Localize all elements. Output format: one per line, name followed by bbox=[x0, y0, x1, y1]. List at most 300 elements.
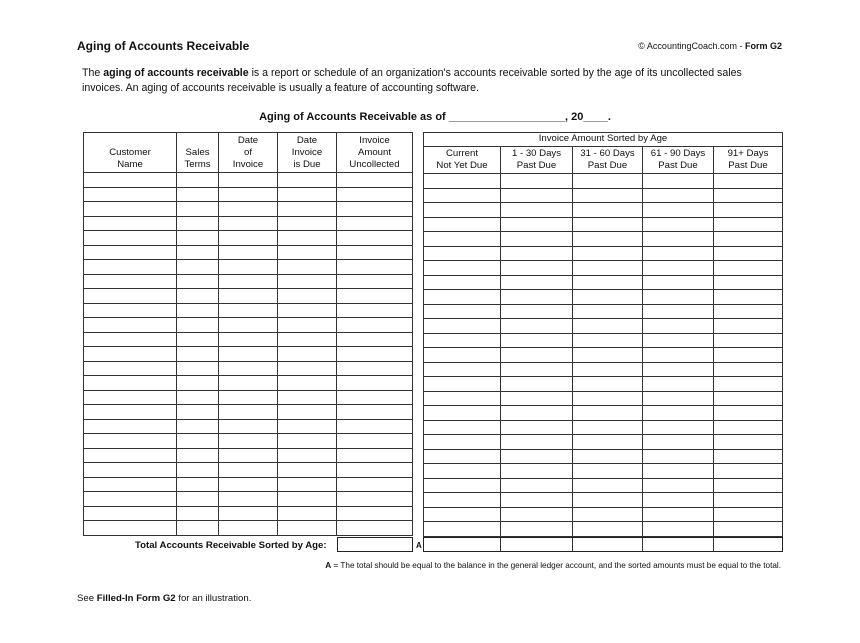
entry-cell[interactable] bbox=[573, 333, 643, 348]
table-row bbox=[84, 506, 413, 521]
entry-cell[interactable] bbox=[424, 261, 501, 276]
entry-cell[interactable] bbox=[177, 434, 219, 449]
entry-cell[interactable] bbox=[337, 463, 413, 478]
entry-cell[interactable] bbox=[573, 319, 643, 334]
entry-cell[interactable] bbox=[643, 275, 714, 290]
entry-cell[interactable] bbox=[424, 420, 501, 435]
entry-cell[interactable] bbox=[278, 434, 337, 449]
entry-cell[interactable] bbox=[501, 420, 573, 435]
entry-cell[interactable] bbox=[714, 174, 783, 189]
entry-cell[interactable] bbox=[177, 332, 219, 347]
entry-cell[interactable] bbox=[177, 405, 219, 420]
entry-cell[interactable] bbox=[714, 420, 783, 435]
entry-cell[interactable] bbox=[714, 507, 783, 522]
entry-cell[interactable] bbox=[573, 261, 643, 276]
entry-cell[interactable] bbox=[177, 303, 219, 318]
entry-cell[interactable] bbox=[177, 492, 219, 507]
entry-cell[interactable] bbox=[219, 405, 278, 420]
entry-cell[interactable] bbox=[573, 420, 643, 435]
entry-cell[interactable] bbox=[424, 391, 501, 406]
entry-cell[interactable] bbox=[219, 492, 278, 507]
entry-cell[interactable] bbox=[424, 290, 501, 305]
table-row bbox=[424, 507, 783, 522]
header-line: 31 - 60 Days bbox=[580, 148, 635, 159]
left-column-header bbox=[177, 133, 219, 173]
entry-cell[interactable] bbox=[424, 522, 501, 537]
entry-cell[interactable] bbox=[337, 318, 413, 333]
entry-cell[interactable] bbox=[501, 493, 573, 508]
entry-cell[interactable] bbox=[424, 348, 501, 363]
entry-cell[interactable] bbox=[219, 332, 278, 347]
entry-cell[interactable] bbox=[501, 449, 573, 464]
footnote bbox=[325, 561, 781, 570]
entry-cell[interactable] bbox=[278, 303, 337, 318]
entry-cell[interactable] bbox=[643, 406, 714, 421]
entry-cell[interactable] bbox=[501, 217, 573, 232]
entry-cell[interactable] bbox=[84, 274, 177, 289]
entry-cell[interactable] bbox=[278, 202, 337, 217]
entry-cell[interactable] bbox=[278, 274, 337, 289]
entry-cell[interactable] bbox=[714, 406, 783, 421]
entry-cell[interactable] bbox=[573, 217, 643, 232]
entry-cell[interactable] bbox=[219, 347, 278, 362]
entry-cell[interactable] bbox=[337, 303, 413, 318]
entry-cell[interactable] bbox=[278, 448, 337, 463]
entry-cell[interactable] bbox=[501, 406, 573, 421]
entry-cell[interactable] bbox=[573, 174, 643, 189]
entry-cell[interactable] bbox=[278, 405, 337, 420]
entry-cell[interactable] bbox=[643, 362, 714, 377]
entry-cell[interactable] bbox=[337, 477, 413, 492]
entry-cell[interactable] bbox=[714, 362, 783, 377]
entry-cell[interactable] bbox=[177, 173, 219, 188]
entry-cell[interactable] bbox=[177, 260, 219, 275]
header-line: Invoice bbox=[291, 147, 323, 158]
entry-cell[interactable] bbox=[573, 464, 643, 479]
entry-cell[interactable] bbox=[219, 390, 278, 405]
entry-cell[interactable] bbox=[573, 362, 643, 377]
entry-cell[interactable] bbox=[714, 232, 783, 247]
entry-cell[interactable] bbox=[643, 290, 714, 305]
entry-cell[interactable] bbox=[573, 493, 643, 508]
entry-cell[interactable] bbox=[177, 521, 219, 536]
entry-cell[interactable] bbox=[424, 275, 501, 290]
total-marker: A bbox=[416, 541, 422, 550]
entry-cell[interactable] bbox=[219, 216, 278, 231]
table-row bbox=[84, 405, 413, 420]
entry-cell[interactable] bbox=[501, 261, 573, 276]
entry-cell[interactable] bbox=[643, 377, 714, 392]
entry-cell[interactable] bbox=[337, 419, 413, 434]
entry-cell[interactable] bbox=[424, 333, 501, 348]
entry-cell[interactable] bbox=[714, 377, 783, 392]
table-row bbox=[84, 477, 413, 492]
entry-cell[interactable] bbox=[501, 391, 573, 406]
table-row bbox=[84, 347, 413, 362]
entry-cell[interactable] bbox=[84, 521, 177, 536]
entry-cell[interactable] bbox=[337, 376, 413, 391]
entry-cell[interactable] bbox=[177, 274, 219, 289]
aging-column-header bbox=[714, 147, 783, 174]
entry-cell[interactable] bbox=[219, 202, 278, 217]
entry-cell[interactable] bbox=[84, 390, 177, 405]
table-row bbox=[84, 376, 413, 391]
entry-cell[interactable] bbox=[84, 173, 177, 188]
entry-cell[interactable] bbox=[278, 477, 337, 492]
entry-cell[interactable] bbox=[278, 332, 337, 347]
header-line: Past Due bbox=[728, 160, 768, 171]
entry-cell[interactable] bbox=[177, 463, 219, 478]
entry-cell[interactable] bbox=[643, 217, 714, 232]
entry-cell[interactable] bbox=[714, 333, 783, 348]
entry-cell[interactable] bbox=[714, 449, 783, 464]
entry-cell[interactable] bbox=[501, 304, 573, 319]
entry-cell[interactable] bbox=[177, 390, 219, 405]
header-line: Past Due bbox=[587, 160, 628, 171]
entry-cell[interactable] bbox=[643, 333, 714, 348]
entry-cell[interactable] bbox=[337, 216, 413, 231]
entry-cell[interactable] bbox=[501, 232, 573, 247]
table-row bbox=[84, 448, 413, 463]
table-row bbox=[424, 348, 783, 363]
entry-cell[interactable] bbox=[424, 203, 501, 218]
entry-cell[interactable] bbox=[278, 506, 337, 521]
entry-cell[interactable] bbox=[177, 202, 219, 217]
entry-cell[interactable] bbox=[278, 376, 337, 391]
entry-cell[interactable] bbox=[714, 435, 783, 450]
entry-cell[interactable] bbox=[501, 435, 573, 450]
entry-cell[interactable] bbox=[714, 261, 783, 276]
entry-cell[interactable] bbox=[337, 187, 413, 202]
entry-cell[interactable] bbox=[219, 361, 278, 376]
table-row bbox=[84, 361, 413, 376]
table-row bbox=[84, 492, 413, 507]
entry-cell[interactable] bbox=[177, 187, 219, 202]
entry-cell[interactable] bbox=[337, 245, 413, 260]
entry-cell[interactable] bbox=[573, 203, 643, 218]
entry-cell[interactable] bbox=[501, 319, 573, 334]
entry-cell[interactable] bbox=[84, 332, 177, 347]
entry-cell[interactable] bbox=[573, 507, 643, 522]
entry-cell[interactable] bbox=[573, 290, 643, 305]
entry-cell[interactable] bbox=[84, 376, 177, 391]
entry-cell[interactable] bbox=[501, 522, 573, 537]
entry-cell[interactable] bbox=[424, 217, 501, 232]
entry-cell[interactable] bbox=[84, 318, 177, 333]
aging-column-header bbox=[573, 147, 643, 174]
entry-cell[interactable] bbox=[573, 478, 643, 493]
entry-cell[interactable] bbox=[573, 406, 643, 421]
entry-cell[interactable] bbox=[714, 478, 783, 493]
entry-cell[interactable] bbox=[84, 260, 177, 275]
entry-cell[interactable] bbox=[84, 419, 177, 434]
entry-cell[interactable] bbox=[177, 448, 219, 463]
entry-cell[interactable] bbox=[84, 187, 177, 202]
entry-cell[interactable] bbox=[424, 188, 501, 203]
entry-cell[interactable] bbox=[177, 231, 219, 246]
entry-cell[interactable] bbox=[501, 275, 573, 290]
entry-cell[interactable] bbox=[337, 289, 413, 304]
entry-cell[interactable] bbox=[643, 507, 714, 522]
entry-cell[interactable] bbox=[278, 492, 337, 507]
entry-cell[interactable] bbox=[501, 464, 573, 479]
entry-cell[interactable] bbox=[643, 174, 714, 189]
entry-cell[interactable] bbox=[714, 391, 783, 406]
entry-cell[interactable] bbox=[337, 434, 413, 449]
entry-cell[interactable] bbox=[714, 275, 783, 290]
entry-cell[interactable] bbox=[278, 216, 337, 231]
entry-cell[interactable] bbox=[424, 493, 501, 508]
entry-cell[interactable] bbox=[501, 246, 573, 261]
header-line: Not Yet Due bbox=[436, 160, 488, 171]
entry-cell[interactable] bbox=[573, 246, 643, 261]
entry-cell[interactable] bbox=[219, 477, 278, 492]
entry-cell[interactable] bbox=[84, 405, 177, 420]
table-row bbox=[424, 449, 783, 464]
entry-cell[interactable] bbox=[501, 348, 573, 363]
header-line: 61 - 90 Days bbox=[650, 148, 706, 159]
entry-cell[interactable] bbox=[219, 173, 278, 188]
entry-cell[interactable] bbox=[573, 188, 643, 203]
entry-cell[interactable] bbox=[643, 493, 714, 508]
table-row bbox=[424, 420, 783, 435]
entry-cell[interactable] bbox=[714, 464, 783, 479]
entry-cell[interactable] bbox=[219, 260, 278, 275]
entry-cell[interactable] bbox=[177, 347, 219, 362]
left-column-header bbox=[84, 133, 177, 173]
entry-cell[interactable] bbox=[337, 274, 413, 289]
entry-cell[interactable] bbox=[643, 449, 714, 464]
entry-cell[interactable] bbox=[177, 318, 219, 333]
aging-column-header bbox=[424, 147, 501, 174]
entry-cell[interactable] bbox=[337, 231, 413, 246]
entry-cell[interactable] bbox=[573, 391, 643, 406]
entry-cell[interactable] bbox=[84, 477, 177, 492]
entry-cell[interactable] bbox=[714, 217, 783, 232]
entry-cell[interactable] bbox=[643, 261, 714, 276]
entry-cell[interactable] bbox=[278, 361, 337, 376]
entry-cell[interactable] bbox=[573, 348, 643, 363]
entry-cell[interactable] bbox=[278, 419, 337, 434]
entry-cell[interactable] bbox=[84, 492, 177, 507]
entry-cell[interactable] bbox=[424, 319, 501, 334]
header-line: 91+ Days bbox=[727, 148, 769, 159]
entry-cell[interactable] bbox=[573, 232, 643, 247]
entry-cell[interactable] bbox=[278, 245, 337, 260]
entry-cell[interactable] bbox=[84, 506, 177, 521]
filled-in-form-link[interactable]: Filled-In Form G2 bbox=[96, 593, 176, 604]
entry-cell[interactable] bbox=[643, 435, 714, 450]
entry-cell[interactable] bbox=[643, 522, 714, 537]
entry-cell[interactable] bbox=[424, 246, 501, 261]
entry-cell[interactable] bbox=[573, 522, 643, 537]
entry-cell[interactable] bbox=[501, 174, 573, 189]
entry-cell[interactable] bbox=[714, 348, 783, 363]
table-row bbox=[84, 390, 413, 405]
entry-cell[interactable] bbox=[84, 245, 177, 260]
entry-cell[interactable] bbox=[714, 246, 783, 261]
entry-cell[interactable] bbox=[337, 361, 413, 376]
entry-cell[interactable] bbox=[424, 449, 501, 464]
entry-cell[interactable] bbox=[278, 289, 337, 304]
entry-cell[interactable] bbox=[501, 507, 573, 522]
entry-cell[interactable] bbox=[643, 319, 714, 334]
entry-cell[interactable] bbox=[714, 493, 783, 508]
entry-cell[interactable] bbox=[643, 391, 714, 406]
intro-paragraph bbox=[82, 66, 782, 96]
entry-cell[interactable] bbox=[424, 377, 501, 392]
right-group-header: Invoice Amount Sorted by Age bbox=[424, 133, 783, 147]
entry-cell[interactable] bbox=[501, 333, 573, 348]
entry-cell[interactable] bbox=[501, 362, 573, 377]
header-line: Current bbox=[446, 148, 478, 159]
right-group-header-row bbox=[424, 133, 783, 147]
entry-cell[interactable] bbox=[643, 464, 714, 479]
entry-cell[interactable] bbox=[219, 289, 278, 304]
entry-cell[interactable] bbox=[84, 231, 177, 246]
entry-cell[interactable] bbox=[177, 419, 219, 434]
entry-cell[interactable] bbox=[337, 390, 413, 405]
entry-cell[interactable] bbox=[643, 420, 714, 435]
entry-cell[interactable] bbox=[424, 507, 501, 522]
entry-cell[interactable] bbox=[573, 449, 643, 464]
entry-cell[interactable] bbox=[177, 376, 219, 391]
entry-cell[interactable] bbox=[337, 347, 413, 362]
entry-cell[interactable] bbox=[278, 260, 337, 275]
entry-cell[interactable] bbox=[643, 304, 714, 319]
entry-cell[interactable] bbox=[278, 318, 337, 333]
header-line: Sales bbox=[185, 147, 210, 158]
entry-cell[interactable] bbox=[337, 506, 413, 521]
entry-cell[interactable] bbox=[219, 434, 278, 449]
entry-cell[interactable] bbox=[337, 521, 413, 536]
entry-cell[interactable] bbox=[219, 448, 278, 463]
entry-cell[interactable] bbox=[219, 506, 278, 521]
entry-cell[interactable] bbox=[501, 203, 573, 218]
entry-cell[interactable] bbox=[643, 188, 714, 203]
entry-cell[interactable] bbox=[177, 216, 219, 231]
total-uncollected-field[interactable] bbox=[337, 537, 413, 552]
entry-cell[interactable] bbox=[337, 202, 413, 217]
entry-cell[interactable] bbox=[278, 347, 337, 362]
entry-cell[interactable] bbox=[643, 478, 714, 493]
entry-cell[interactable] bbox=[177, 361, 219, 376]
entry-cell[interactable] bbox=[177, 506, 219, 521]
entry-cell[interactable] bbox=[84, 448, 177, 463]
entry-cell[interactable] bbox=[219, 521, 278, 536]
entry-cell[interactable] bbox=[573, 377, 643, 392]
entry-cell[interactable] bbox=[278, 187, 337, 202]
copyright-text: © AccountingCoach.com - bbox=[638, 41, 745, 51]
table-row bbox=[424, 246, 783, 261]
entry-cell[interactable] bbox=[278, 390, 337, 405]
table-row bbox=[424, 377, 783, 392]
entry-cell[interactable] bbox=[177, 289, 219, 304]
entry-cell[interactable] bbox=[278, 463, 337, 478]
entry-cell[interactable] bbox=[424, 304, 501, 319]
entry-cell[interactable] bbox=[84, 289, 177, 304]
entry-cell[interactable] bbox=[337, 260, 413, 275]
entry-cell[interactable] bbox=[219, 419, 278, 434]
entry-cell[interactable] bbox=[573, 435, 643, 450]
entry-cell[interactable] bbox=[337, 405, 413, 420]
entry-cell[interactable] bbox=[714, 319, 783, 334]
entry-cell[interactable] bbox=[278, 521, 337, 536]
report-title: Aging of Accounts Receivable as of ___________________, 20____. bbox=[259, 111, 611, 123]
entry-cell[interactable] bbox=[84, 434, 177, 449]
entry-cell[interactable] bbox=[219, 274, 278, 289]
page-title: Aging of Accounts Receivable bbox=[77, 39, 250, 53]
entry-cell[interactable] bbox=[219, 231, 278, 246]
entry-cell[interactable] bbox=[337, 448, 413, 463]
entry-cell[interactable] bbox=[177, 477, 219, 492]
entry-cell[interactable] bbox=[424, 174, 501, 189]
intro-prefix: The bbox=[82, 67, 104, 79]
entry-cell[interactable] bbox=[424, 464, 501, 479]
entry-cell[interactable] bbox=[573, 304, 643, 319]
intro-text: is a report or schedule of an organization's accounts receivable sorted by the age of its uncollected sales invoices. An aging of accounts receivable is usually a feature of accounting software. bbox=[82, 67, 742, 94]
entry-cell[interactable] bbox=[84, 463, 177, 478]
entry-cell[interactable] bbox=[84, 347, 177, 362]
header-line: Name bbox=[117, 159, 143, 170]
entry-cell[interactable] bbox=[643, 246, 714, 261]
table-row bbox=[84, 274, 413, 289]
entry-cell[interactable] bbox=[573, 275, 643, 290]
entry-cell[interactable] bbox=[501, 188, 573, 203]
entry-cell[interactable] bbox=[278, 231, 337, 246]
header-line bbox=[178, 135, 217, 147]
entry-cell[interactable] bbox=[643, 232, 714, 247]
entry-cell[interactable] bbox=[424, 478, 501, 493]
entry-cell[interactable] bbox=[337, 173, 413, 188]
table-row bbox=[84, 463, 413, 478]
form-id: Form G2 bbox=[744, 41, 782, 51]
entry-cell[interactable] bbox=[177, 245, 219, 260]
entry-cell[interactable] bbox=[219, 303, 278, 318]
entry-cell[interactable] bbox=[501, 478, 573, 493]
entry-cell[interactable] bbox=[643, 203, 714, 218]
entry-cell[interactable] bbox=[84, 202, 177, 217]
entry-cell[interactable] bbox=[424, 362, 501, 377]
entry-cell[interactable] bbox=[424, 435, 501, 450]
entry-cell[interactable] bbox=[714, 522, 783, 537]
aging-column-header bbox=[501, 147, 573, 174]
entry-cell[interactable] bbox=[219, 463, 278, 478]
entry-cell[interactable] bbox=[84, 303, 177, 318]
entry-cell[interactable] bbox=[501, 377, 573, 392]
entry-cell[interactable] bbox=[424, 406, 501, 421]
table-row bbox=[424, 174, 783, 189]
entry-cell[interactable] bbox=[84, 361, 177, 376]
entry-cell[interactable] bbox=[501, 290, 573, 305]
entry-cell[interactable] bbox=[84, 216, 177, 231]
entry-cell[interactable] bbox=[714, 203, 783, 218]
entry-cell[interactable] bbox=[714, 188, 783, 203]
entry-cell[interactable] bbox=[714, 304, 783, 319]
entry-cell[interactable] bbox=[714, 290, 783, 305]
entry-cell[interactable] bbox=[643, 348, 714, 363]
entry-cell[interactable] bbox=[424, 232, 501, 247]
entry-cell[interactable] bbox=[219, 245, 278, 260]
entry-cell[interactable] bbox=[219, 187, 278, 202]
footnote-marker: A bbox=[325, 561, 332, 570]
entry-cell[interactable] bbox=[278, 173, 337, 188]
entry-cell[interactable] bbox=[337, 332, 413, 347]
entry-cell[interactable] bbox=[219, 376, 278, 391]
entry-cell[interactable] bbox=[219, 318, 278, 333]
table-row bbox=[84, 332, 413, 347]
entry-cell[interactable] bbox=[337, 492, 413, 507]
